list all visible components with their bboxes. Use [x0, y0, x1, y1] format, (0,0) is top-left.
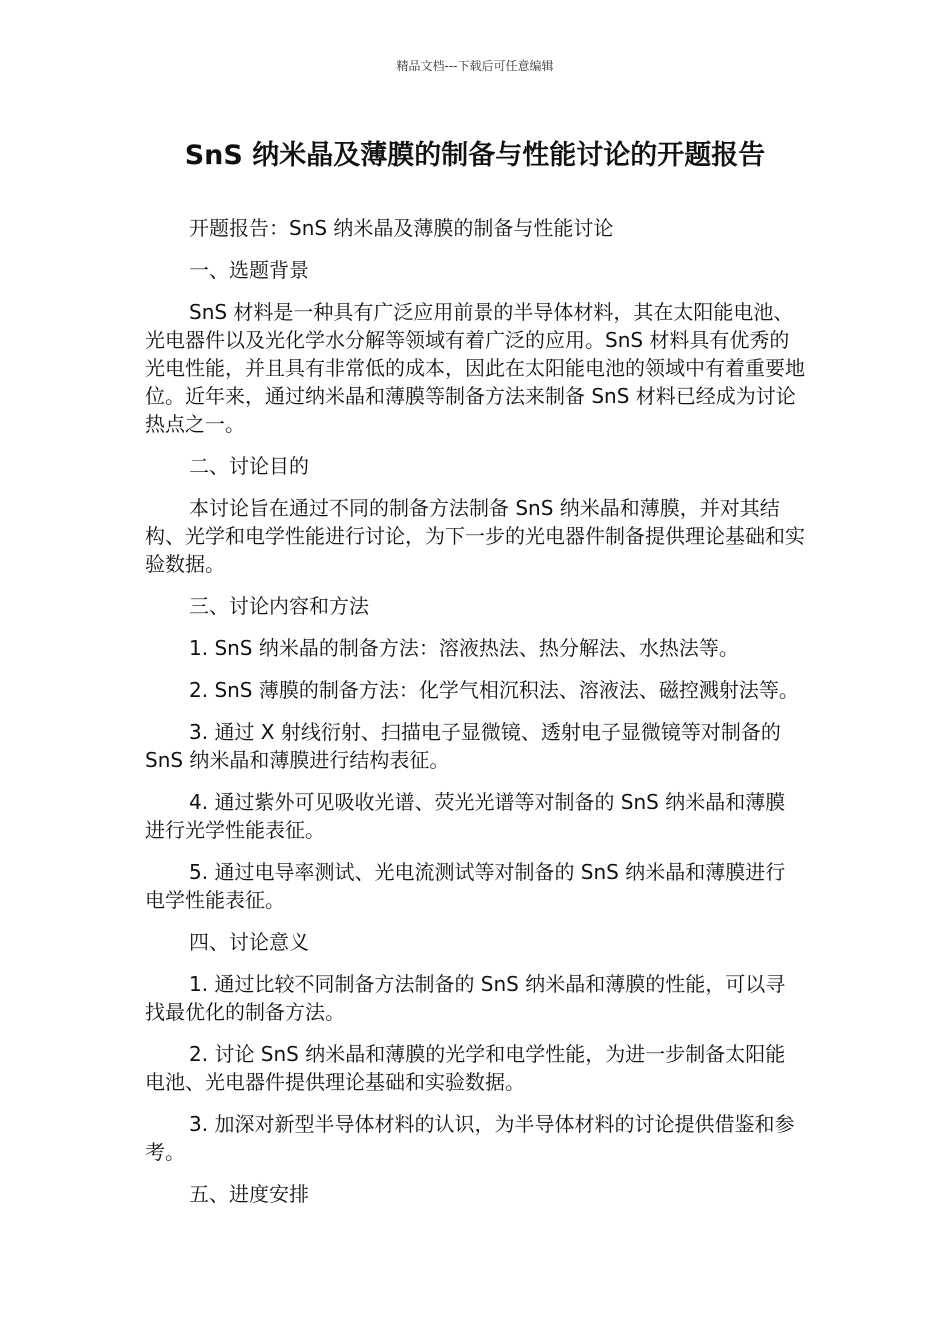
list-item-method-3: 3. 通过 X 射线衍射、扫描电子显微镜、透射电子显微镜等对制备的 SnS 纳米晶和薄膜进行结构表征。	[145, 720, 781, 772]
paragraph-background: SnS 材料是一种具有广泛应用前景的半导体材料，其在太阳能电池、光电器件以及光化学水分解等领域有着广泛的应用。SnS 材料具有优秀的光电性能，并且具有非常低的成本，因此在太阳能电池的领域中有着重要地位。近年来，通过纳米晶和薄膜等制备方法来制备 SnS 材料已经成为讨论热点之一。	[145, 300, 805, 436]
list-item-method-5: 5. 通过电导率测试、光电流测试等对制备的 SnS 纳米晶和薄膜进行电学性能表征。	[145, 860, 786, 912]
list-item-significance-2: 2. 讨论 SnS 纳米晶和薄膜的光学和电学性能，为进一步制备太阳能电池、光电器件提供理论基础和实验数据。	[145, 1042, 786, 1094]
section-heading-background: 一、选题背景	[189, 258, 309, 282]
section-heading-schedule: 五、进度安排	[189, 1182, 309, 1206]
list-item-significance-1: 1. 通过比较不同制备方法制备的 SnS 纳米晶和薄膜的性能，可以寻找最优化的制备方法。	[145, 972, 786, 1024]
document-body	[145, 214, 805, 1222]
list-item-significance-3: 3. 加深对新型半导体材料的认识，为半导体材料的讨论提供借鉴和参考。	[145, 1112, 795, 1164]
section-heading-significance: 四、讨论意义	[189, 930, 309, 954]
list-item-method-1: 1. SnS 纳米晶的制备方法：溶液热法、热分解法、水热法等。	[189, 636, 739, 660]
page-header: 精品文档---下载后可任意编辑	[396, 59, 554, 73]
list-item-method-2: 2. SnS 薄膜的制备方法：化学气相沉积法、溶液法、磁控溅射法等。	[189, 678, 799, 702]
section-heading-content-methods: 三、讨论内容和方法	[189, 594, 369, 618]
paragraph-purpose: 本讨论旨在通过不同的制备方法制备 SnS 纳米晶和薄膜，并对其结构、光学和电学性能进行讨论，为下一步的光电器件制备提供理论基础和实验数据。	[145, 496, 805, 576]
section-heading-purpose: 二、讨论目的	[189, 454, 309, 478]
report-subtitle: 开题报告：SnS 纳米晶及薄膜的制备与性能讨论	[189, 216, 614, 240]
list-item-method-4: 4. 通过紫外可见吸收光谱、荧光光谱等对制备的 SnS 纳米晶和薄膜进行光学性能表征。	[145, 790, 786, 842]
document-title: SnS 纳米晶及薄膜的制备与性能讨论的开题报告	[184, 140, 766, 171]
